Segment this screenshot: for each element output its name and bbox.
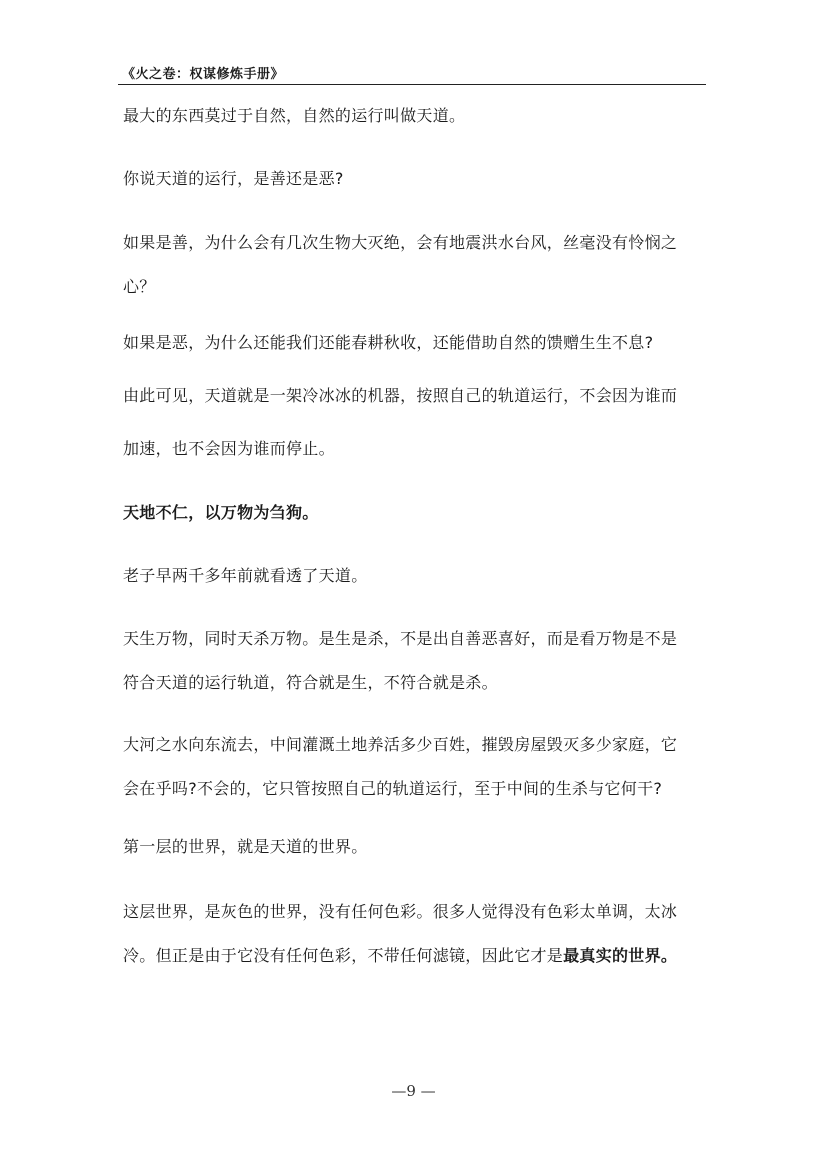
paragraph-line: 大河之水向东流去，中间灌溉土地养活多少百姓，摧毁房屋毁灭多少家庭，它 [123,735,678,754]
paragraph-line: 符合天道的运行轨道，符合就是生，不符合就是杀。 [123,673,498,692]
final-line-emphasis: 最真实的世界。 [563,946,678,965]
header-rule [118,84,706,85]
paragraph-line: 由此可见，天道就是一架冷冰冰的机器，按照自己的轨道运行，不会因为谁而 [123,386,678,405]
paragraph-line: 最大的东西莫过于自然，自然的运行叫做天道。 [123,106,466,125]
paragraph-line: 心？ [123,277,156,296]
paragraph-line-final [123,946,677,966]
paragraph-line: 加速，也不会因为谁而停止。 [123,439,335,458]
paragraph-line: 老子早两千多年前就看透了天道。 [123,566,368,585]
page-number: —9 — [391,1082,436,1100]
paragraph-line: 你说天道的运行，是善还是恶? [123,169,344,188]
paragraph-line: 如果是恶，为什么还能我们还能春耕秋收，还能借助自然的馈赠生生不息? [123,333,654,352]
book-title-header: 《火之卷：权谋修炼手册》 [122,67,285,82]
quote-line-bold: 天地不仁，以万物为刍狗。 [123,503,319,522]
paragraph-line: 这层世界，是灰色的世界，没有任何色彩。很多人觉得没有色彩太单调，太冰 [123,902,678,921]
paragraph-line: 会在乎吗?不会的，它只管按照自己的轨道运行，至于中间的生杀与它何干? [123,779,663,798]
paragraph-line: 第一层的世界，就是天道的世界。 [123,837,368,856]
paragraph-line: 如果是善，为什么会有几次生物大灭绝，会有地震洪水台风，丝毫没有怜悯之 [123,233,678,252]
final-line-text: 冷。但正是由于它没有任何色彩，不带任何滤镜，因此它才是 [123,946,564,965]
paragraph-line: 天生万物，同时天杀万物。是生是杀，不是出自善恶喜好，而是看万物是不是 [123,629,678,648]
